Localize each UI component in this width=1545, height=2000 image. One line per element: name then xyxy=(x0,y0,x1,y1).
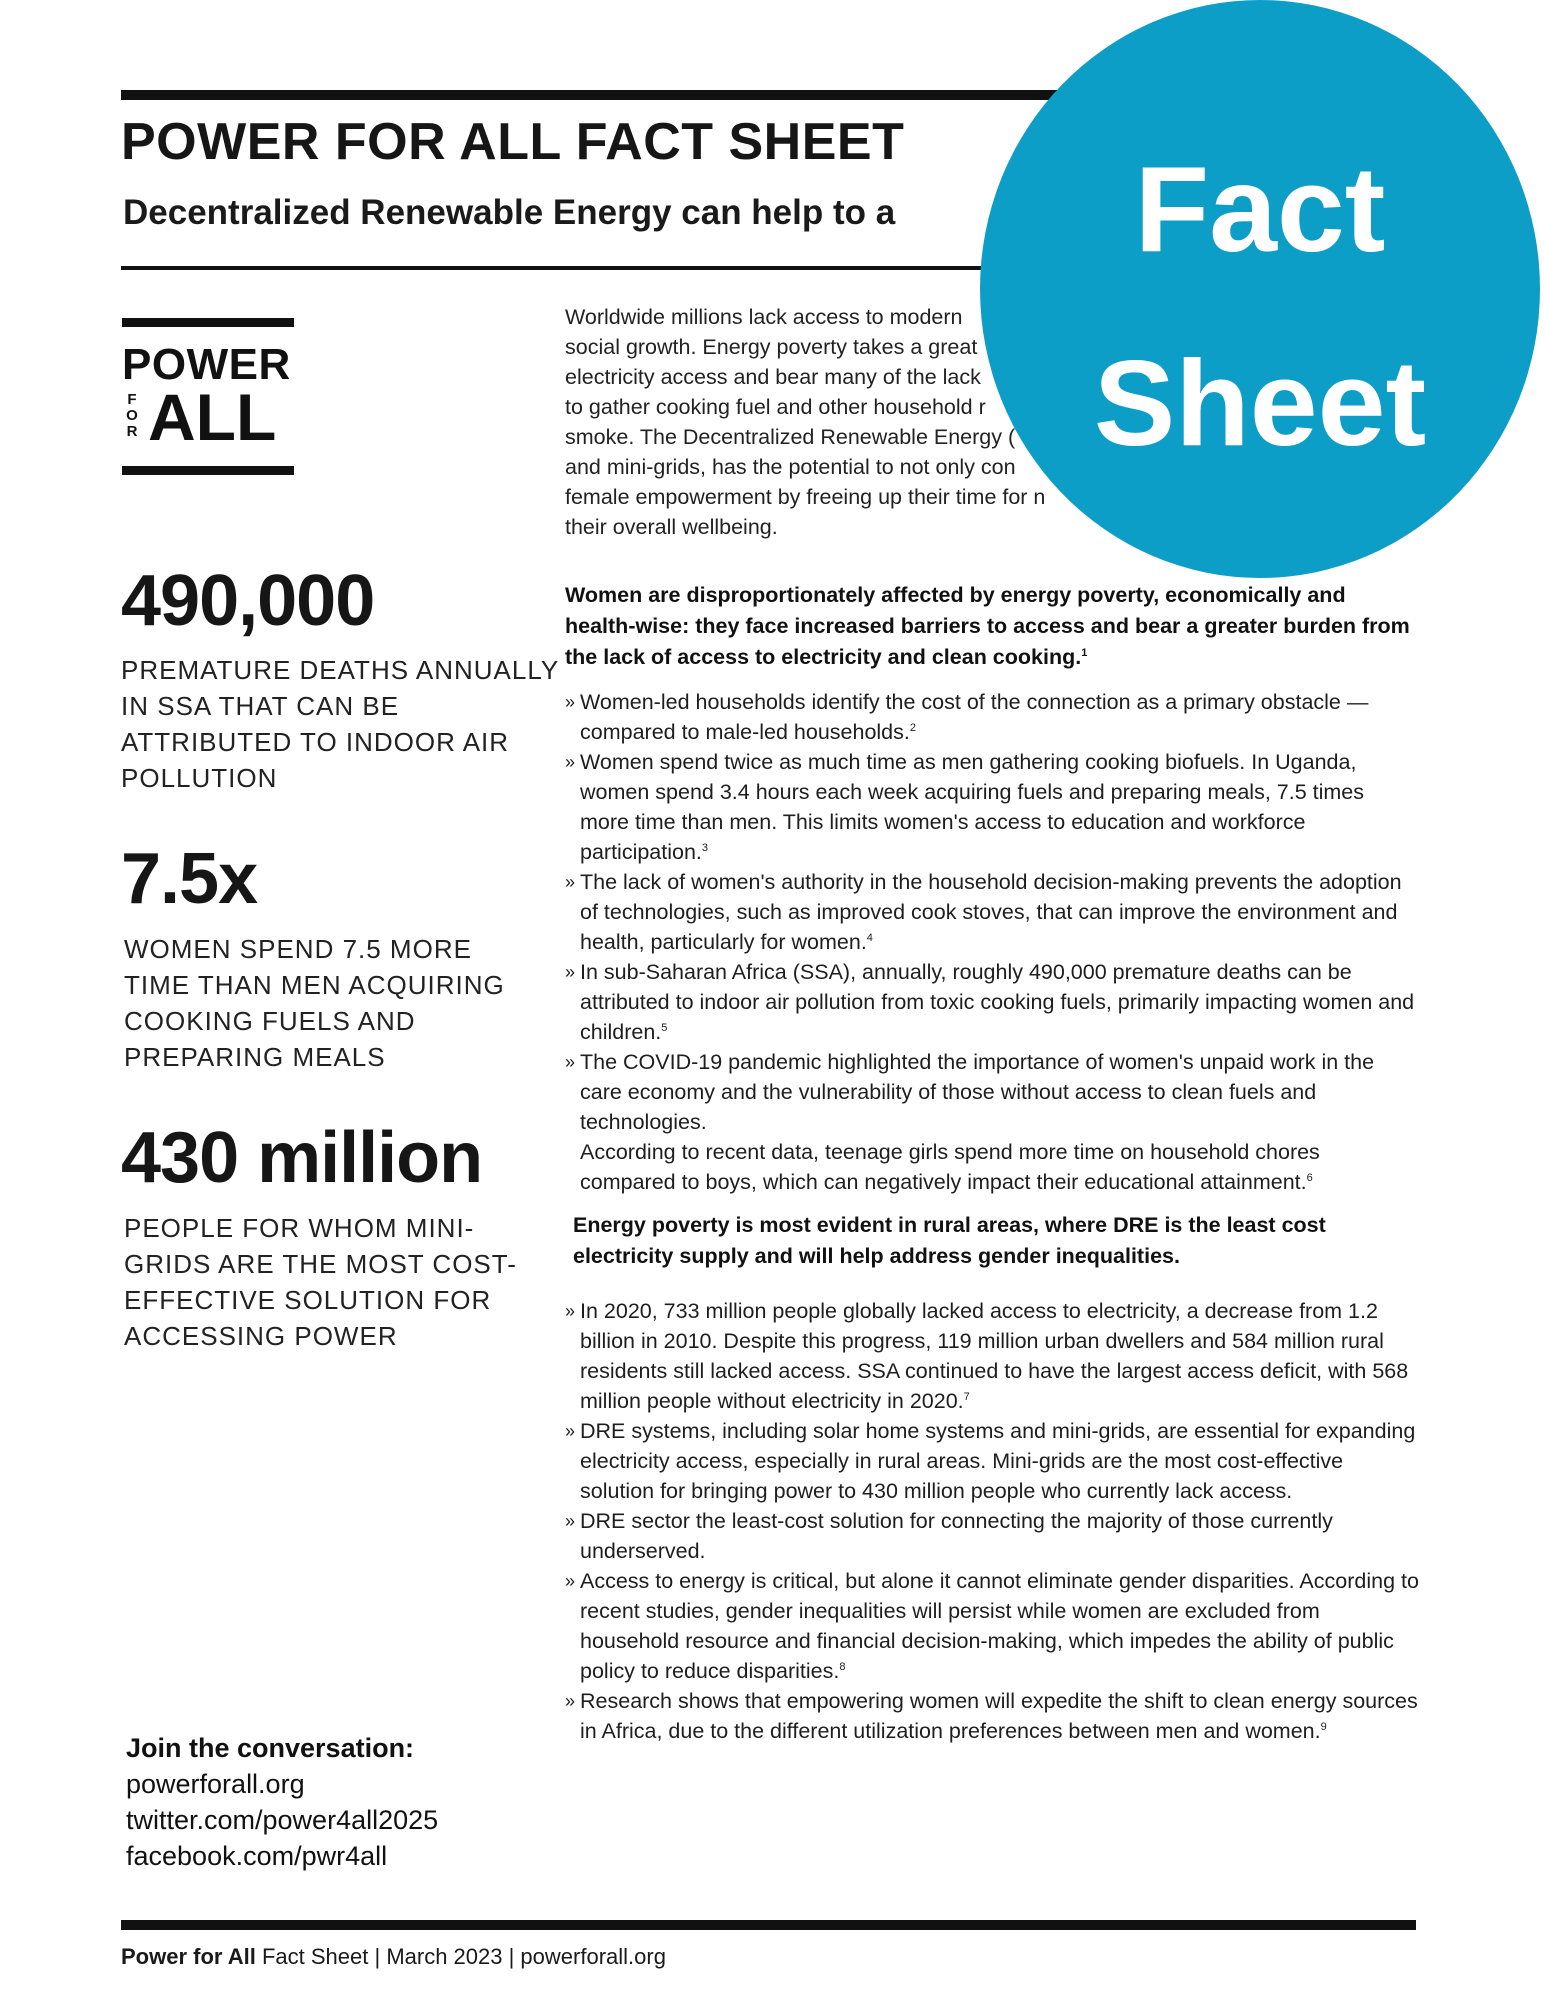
join-heading: Join the conversation: xyxy=(126,1733,415,1763)
bottom-rule xyxy=(121,1920,1416,1930)
list-item xyxy=(565,1506,1423,1566)
list-item xyxy=(565,1296,1423,1416)
footnote-ref: 5 xyxy=(661,1021,668,1034)
stat-caption: PREMATURE DEATHS ANNUALLY IN SSA THAT CAN BE ATTRIBUTED TO INDOOR AIR POLLUTION xyxy=(121,655,560,793)
list-item xyxy=(565,687,1415,747)
footnote-ref: 9 xyxy=(1320,1720,1327,1733)
logo-bar-bottom xyxy=(122,466,294,475)
bullet-text: Research shows that empowering women will expedite the shift to clean energy sources in Africa, due to the different utilization preferences between men and women. xyxy=(580,1689,1418,1743)
bullet-marker: » xyxy=(565,692,576,712)
section-rural xyxy=(565,1210,1423,1746)
bullet-text: Women-led households identify the cost of the connection as a primary obstacle —compared to male-led households. xyxy=(580,690,1369,744)
intro-paragraph: Worldwide millions lack access to modern social growth. Energy poverty takes a great electricity access and bear many of the lack to gather cooking fuel and other household r smoke. The Decentralized Renewable Energy ( and mini-grids, has the potential to not only con female empowerment by freeing up their time for n their overall wellbeing. xyxy=(565,305,1046,539)
stat-caption: PEOPLE FOR WHOM MINI- GRIDS ARE THE MOST COST- EFFECTIVE SOLUTION FOR ACCESSING POWER xyxy=(124,1213,517,1351)
bullet-marker: » xyxy=(565,1691,576,1711)
bullet-text: The lack of women's authority in the household decision-making prevents the adoption of technologies, such as improved cook stoves, that can improve the environment and health, particularly for women. xyxy=(580,870,1402,954)
badge-line-1: Fact xyxy=(1134,141,1386,277)
section-lead: Energy poverty is most evident in rural areas, where DRE is the least cost electricity supply and will help address gender inequalities. xyxy=(573,1213,1326,1268)
page-subtitle: Decentralized Renewable Energy can help to a xyxy=(123,193,896,232)
bullet-text: The COVID-19 pandemic highlighted the importance of women's unpaid work in the care economy and the vulnerability of those without access to clean fuels and technologies. xyxy=(580,1050,1375,1134)
stat-value: 430 million xyxy=(121,1118,483,1198)
footnote-ref: 7 xyxy=(963,1390,970,1403)
logo-power: POWER xyxy=(122,340,291,389)
list-item xyxy=(565,867,1415,957)
bullet-text: According to recent data, teenage girls spend more time on household chores compared to boys, which can negatively impact their educational attainment. xyxy=(580,1140,1320,1194)
link-twitter[interactable]: twitter.com/power4all2025 xyxy=(126,1805,439,1835)
stat-value: 490,000 xyxy=(121,561,375,641)
list-item xyxy=(565,1686,1423,1746)
power-for-all-logo xyxy=(122,318,297,473)
bullet-marker: » xyxy=(565,1571,576,1591)
footnote-ref: 4 xyxy=(866,931,873,944)
logo-bar-top xyxy=(122,318,294,327)
bullet-marker: » xyxy=(565,872,576,892)
bullet-marker: » xyxy=(565,962,576,982)
link-website[interactable]: powerforall.org xyxy=(126,1769,305,1799)
section-lead: Women are disproportionately affected by energy poverty, economically and health-wise: they face increased barriers to access and bear a greater burden from the lack of access to electricity and clean cooking.$^1$ xyxy=(565,583,1410,669)
list-item xyxy=(565,957,1415,1047)
bullet-marker: » xyxy=(565,1511,576,1531)
bullet-text: In 2020, 733 million people globally lacked access to electricity, a decrease from 1.2 billion in 2010. Despite this progress, 119 million urban dwellers and 584 million rural residents still lacked access. SSA continued to have the largest access deficit, with 568 million people without electricity in 2020. xyxy=(580,1299,1409,1413)
bullet-marker: » xyxy=(565,1052,576,1072)
badge-line-2: Sheet xyxy=(1093,335,1427,471)
logo-all: ALL xyxy=(148,380,277,454)
page-title: POWER FOR ALL FACT SHEET xyxy=(121,113,905,171)
bullet-text: In sub-Saharan Africa (SSA), annually, roughly 490,000 premature deaths can be attributed to indoor air pollution from toxic cooking fuels, primarily impacting women and children. xyxy=(580,960,1415,1044)
bullet-text: Access to energy is critical, but alone it cannot eliminate gender disparities. According to recent studies, gender inequalities will persist while women are excluded from household resource and financial decision-making, which impedes the ability of public policy to reduce disparities. xyxy=(580,1569,1419,1683)
footnote-ref: 3 xyxy=(701,841,709,854)
logo-for-letters: F O R xyxy=(126,391,138,440)
bullet-text: DRE sector the least-cost solution for connecting the majority of those currently underserved. xyxy=(580,1509,1333,1563)
list-item xyxy=(565,1416,1423,1506)
bullet-list xyxy=(565,687,1415,1197)
bullet-text: DRE systems, including solar home systems and mini-grids, are essential for expanding electricity access, especially in rural areas. Mini-grids are the most cost-effective solution for bringing power to 430 million people who currently lack access. xyxy=(580,1419,1416,1503)
section-women xyxy=(565,580,1415,1197)
stat-caption: WOMEN SPEND 7.5 MORE TIME THAN MEN ACQUIRING COOKING FUELS AND PREPARING MEALS xyxy=(124,934,505,1072)
list-continuation xyxy=(565,1137,1415,1197)
bullet-marker: » xyxy=(565,1301,576,1321)
page-footer: Power for All Fact Sheet | March 2023 | powerforall.org xyxy=(121,1944,666,1969)
link-facebook[interactable]: facebook.com/pwr4all xyxy=(126,1841,388,1871)
join-conversation xyxy=(126,1730,438,1874)
bullet-marker: » xyxy=(565,752,576,772)
bullet-text: Women spend twice as much time as men gathering cooking biofuels. In Uganda, women spend 3.4 hours each week acquiring fuels and preparing meals, 7.5 times more time than men. This limits women's access to education and workforce participation. xyxy=(580,750,1365,864)
list-item xyxy=(565,747,1415,867)
list-item xyxy=(565,1566,1423,1686)
footnote-ref: 8 xyxy=(839,1660,846,1673)
bullet-marker: » xyxy=(565,1421,576,1441)
logo-for xyxy=(124,392,140,440)
list-item xyxy=(565,1047,1415,1137)
bullet-list xyxy=(565,1296,1423,1746)
stat-value: 7.5x xyxy=(121,839,258,919)
footnote-ref: 2 xyxy=(909,721,916,734)
footnote-ref: 6 xyxy=(1306,1171,1313,1184)
